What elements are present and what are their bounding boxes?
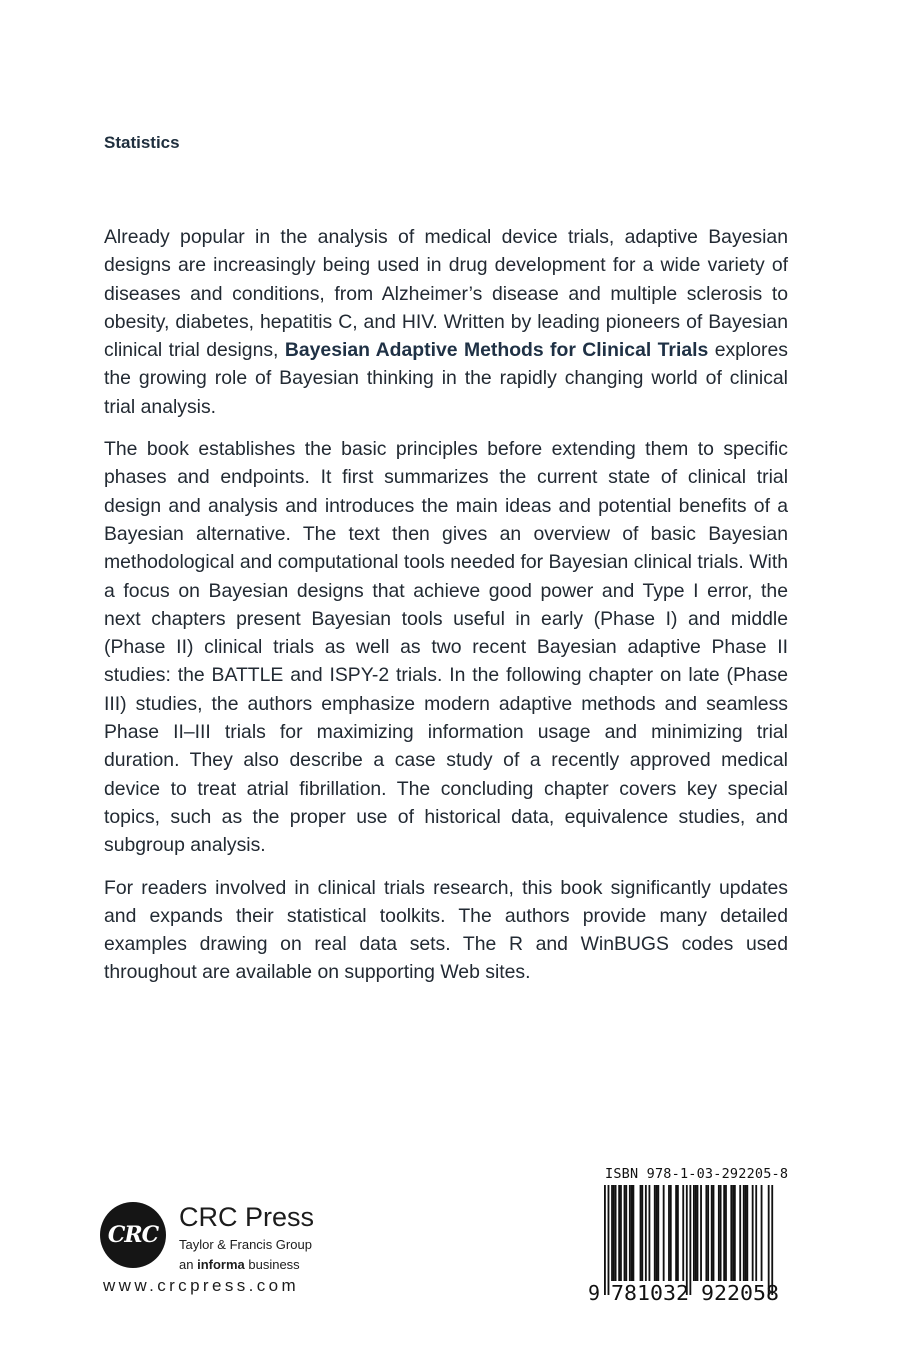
barcode-bar <box>624 1185 626 1281</box>
barcode-bar <box>611 1185 613 1281</box>
barcode-bar <box>608 1185 610 1295</box>
barcode-bar <box>771 1185 773 1295</box>
crc-logo: CRC <box>100 1202 166 1268</box>
barcode-bar <box>695 1185 697 1281</box>
barcode-bar <box>682 1185 684 1281</box>
informa-suffix: business <box>244 1257 300 1272</box>
blurb-paragraph-2: The book establishes the basic principles before extending them to specific phases and endpoints. It first summarizes the current state of clinical trial design and analysis and introduces the main ideas and potential benefits of a Bayesian alternative. The text then gives an overview of basic Bayesian methodological and computational tools needed for Bayesian clinical trials. With a focus on Bayesian designs that achieve good power and Type I error, the next chapters present Bayesian tools useful in early (Phase I) and middle (Phase II) clinical trials as well as two recent Bayesian adaptive Phase II studies: the BATTLE and ISPY-2 trials. In the following chapter on late (Phase III) studies, the authors emphasize modern adaptive methods and seamless Phase II–III trials for maximizing information usage and minimizing trial duration. They also describe a case study of a recently approved medical device to treat atrial fibrillation. The concluding chapter covers key special topics, such as the proper use of historical data, equivalence studies, and subgroup analysis. <box>104 438 788 857</box>
barcode-bar <box>663 1185 665 1281</box>
barcode-bar <box>711 1185 713 1281</box>
barcode-bar <box>677 1185 679 1281</box>
barcode-bar <box>613 1185 615 1281</box>
barcode-bar <box>693 1185 695 1281</box>
barcode-bar <box>734 1185 736 1281</box>
isbn-label: ISBN 978-1-03-292205-8 <box>605 1166 789 1182</box>
barcode-bar <box>604 1185 606 1295</box>
barcode-bar <box>629 1185 631 1281</box>
barcode-bar <box>768 1185 770 1295</box>
barcode-bar <box>752 1185 754 1281</box>
barcode-bar <box>713 1185 715 1281</box>
barcode-bar <box>615 1185 617 1281</box>
informa-bold: informa <box>197 1257 245 1272</box>
barcode-bar <box>720 1185 722 1281</box>
publisher-informa <box>179 1257 300 1272</box>
barcode-bar <box>657 1185 659 1281</box>
barcode-bar <box>686 1185 688 1295</box>
barcode-bar <box>705 1185 707 1281</box>
barcode-bar <box>645 1185 647 1281</box>
category-label: Statistics <box>104 133 180 152</box>
barcode-bar <box>700 1185 702 1281</box>
barcode-bar <box>707 1185 709 1281</box>
barcode-bar <box>697 1185 699 1281</box>
barcode-bar <box>761 1185 763 1281</box>
blurb-paragraph-3: For readers involved in clinical trials research, this book significantly updates and expands their statistical toolkits. The authors provide many detailed examples drawing on real data sets. The R and WinBUGS codes used throughout are available on supporting Web sites. <box>104 876 788 984</box>
barcode-graphic <box>588 1185 788 1303</box>
blurb-p1-text-a: Already popular in the analysis of medical device trials, adaptive Bayesian designs are increasingly being used in drug development for a wide variety of diseases and conditions, from Alzheimer’s disease and multiple sclerosis to obesity, diabetes, hepatitis C, and HIV. Written by leading pioneers of Bayesian clinical trial designs, <box>104 226 788 362</box>
barcode-bar <box>739 1185 741 1281</box>
ean-first-digit: 9 <box>588 1281 601 1303</box>
publisher-name: CRC Press <box>179 1202 315 1232</box>
barcode-bar <box>668 1185 670 1281</box>
barcode-bar <box>670 1185 672 1281</box>
barcode-bar <box>640 1185 642 1281</box>
barcode-bar <box>743 1185 745 1281</box>
isbn-barcode <box>588 1166 788 1302</box>
barcode-bar <box>656 1185 658 1281</box>
ean-right-digits: 922058 <box>701 1281 779 1303</box>
barcode-bar <box>689 1185 691 1295</box>
book-title: Bayesian Adaptive Methods for Clinical Trials <box>284 339 709 362</box>
barcode-bar <box>730 1185 732 1281</box>
barcode-bar <box>618 1185 620 1281</box>
barcode-bar <box>675 1185 677 1281</box>
barcode-bar <box>746 1185 748 1281</box>
publisher-group: Taylor & Francis Group <box>179 1237 312 1252</box>
barcode-bar <box>631 1185 633 1281</box>
blurb-p1-text-b: explores the growing role of Bayesian thinking in the rapidly changing world of clinical trial analysis. <box>104 339 788 418</box>
barcode-bar <box>620 1185 622 1281</box>
blurb-paragraph-1 <box>104 223 788 421</box>
barcode-bar <box>625 1185 627 1281</box>
back-cover-blurb <box>104 223 788 1001</box>
barcode-bar <box>654 1185 656 1281</box>
barcode-bar <box>641 1185 643 1281</box>
informa-prefix: an <box>179 1257 198 1272</box>
barcode-bar <box>632 1185 634 1281</box>
barcode-bar <box>725 1185 727 1281</box>
barcode-bar <box>718 1185 720 1281</box>
barcode-bar <box>649 1185 651 1281</box>
publisher-website: www.crcpress.com <box>103 1276 300 1295</box>
barcode-bars <box>604 1185 773 1295</box>
barcode-bar <box>755 1185 757 1281</box>
barcode-bar <box>732 1185 734 1281</box>
publisher-block <box>100 1200 340 1300</box>
barcode-bar <box>745 1185 747 1281</box>
barcode-bar <box>723 1185 725 1281</box>
ean-left-digits: 781032 <box>611 1281 689 1303</box>
